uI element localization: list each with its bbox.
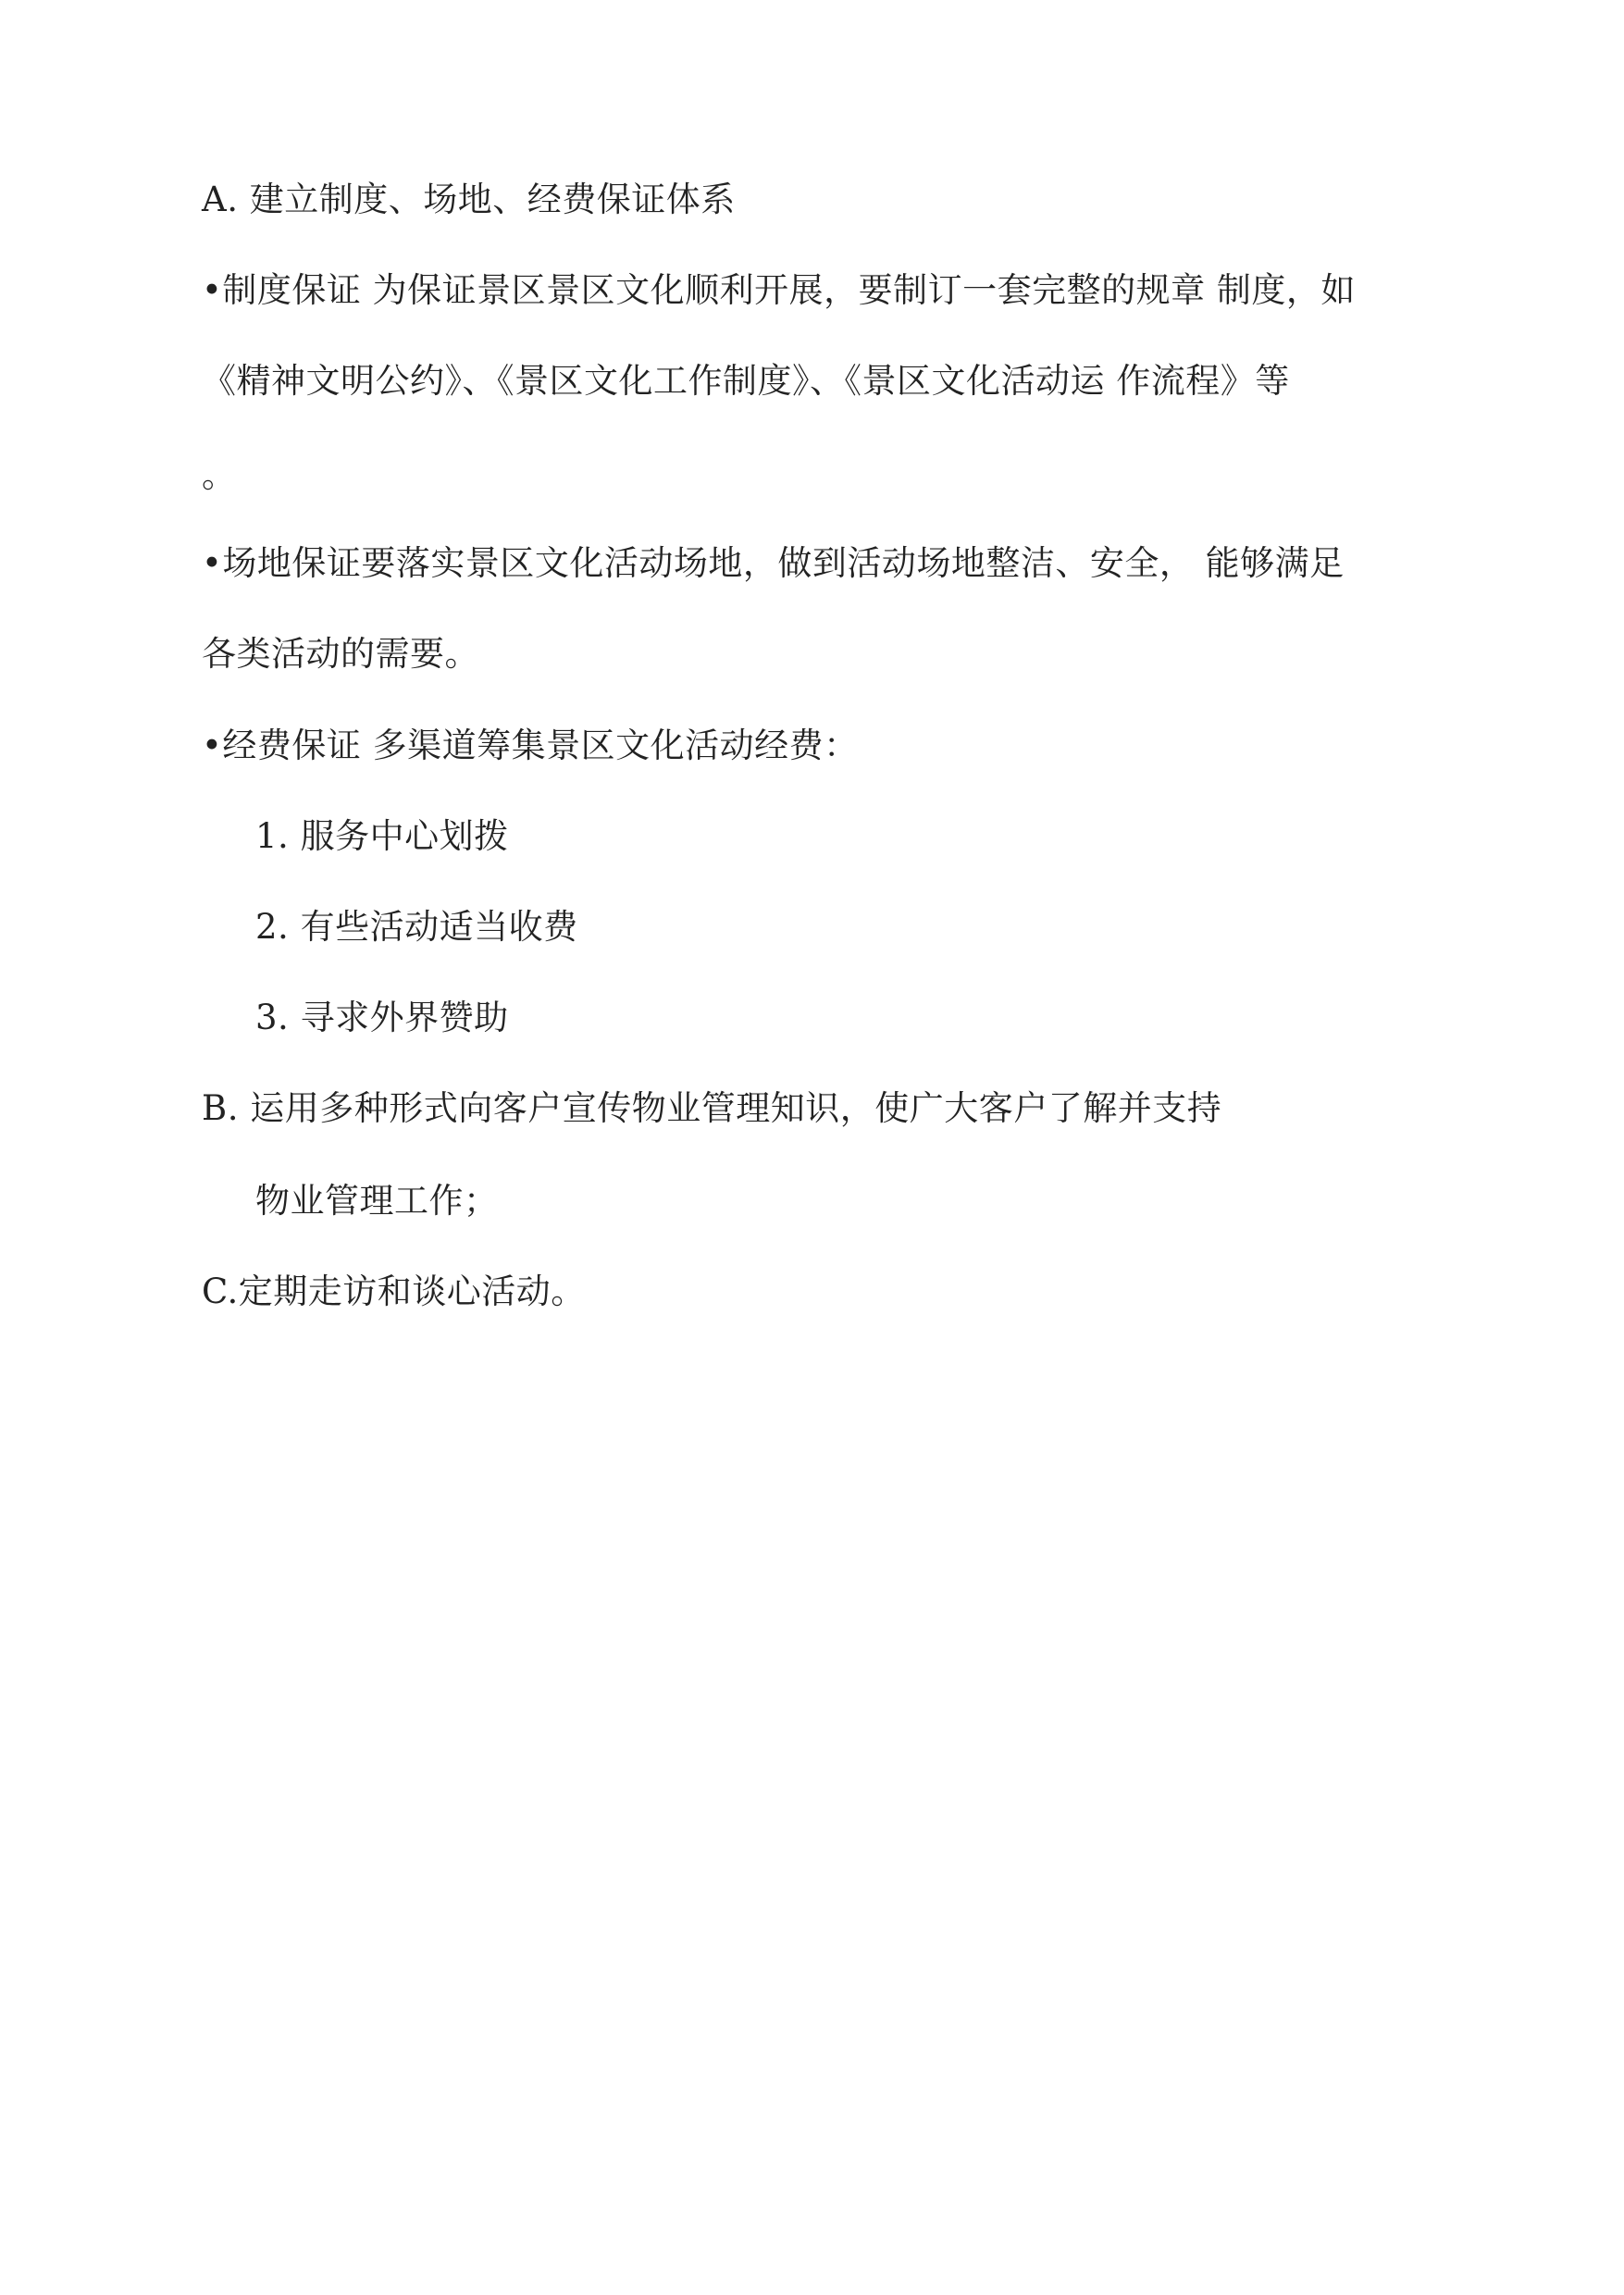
venue-guarantee-paragraph: •场地保证要落实景区文化活动场地，做到活动场地整洁、安全， 能够满足 — [202, 543, 1345, 583]
system-guarantee-paragraph: •制度保证 为保证景区景区文化顺利开展，要制订一套完整的规章 制度，如 — [202, 270, 1356, 310]
funding-list-item: 3. 寻求外界赞助 — [255, 998, 509, 1037]
section-b-paragraph: B. 运用多种形式向客户宣传物业管理知识，使广大客户了解并支持 — [202, 1088, 1222, 1128]
venue-guarantee-paragraph: 各类活动的需要。 — [202, 634, 479, 674]
funding-guarantee-paragraph: •经费保证 多渠道筹集景区文化活动经费： — [202, 726, 859, 765]
funding-list-item: 1. 服务中心划拨 — [255, 816, 509, 856]
funding-list-item: 2. 有些活动适当收费 — [255, 907, 578, 947]
section-a-heading: A. 建立制度、场地、经费保证体系 — [202, 180, 736, 219]
section-c-paragraph: C.定期走访和谈心活动。 — [202, 1272, 586, 1311]
section-b-paragraph: 物业管理工作； — [255, 1181, 499, 1221]
system-guarantee-paragraph: 《精神文明公约》、《景区文化工作制度》、《景区文化活动运 作流程》等 — [202, 361, 1290, 401]
system-guarantee-paragraph: 。 — [202, 455, 237, 495]
